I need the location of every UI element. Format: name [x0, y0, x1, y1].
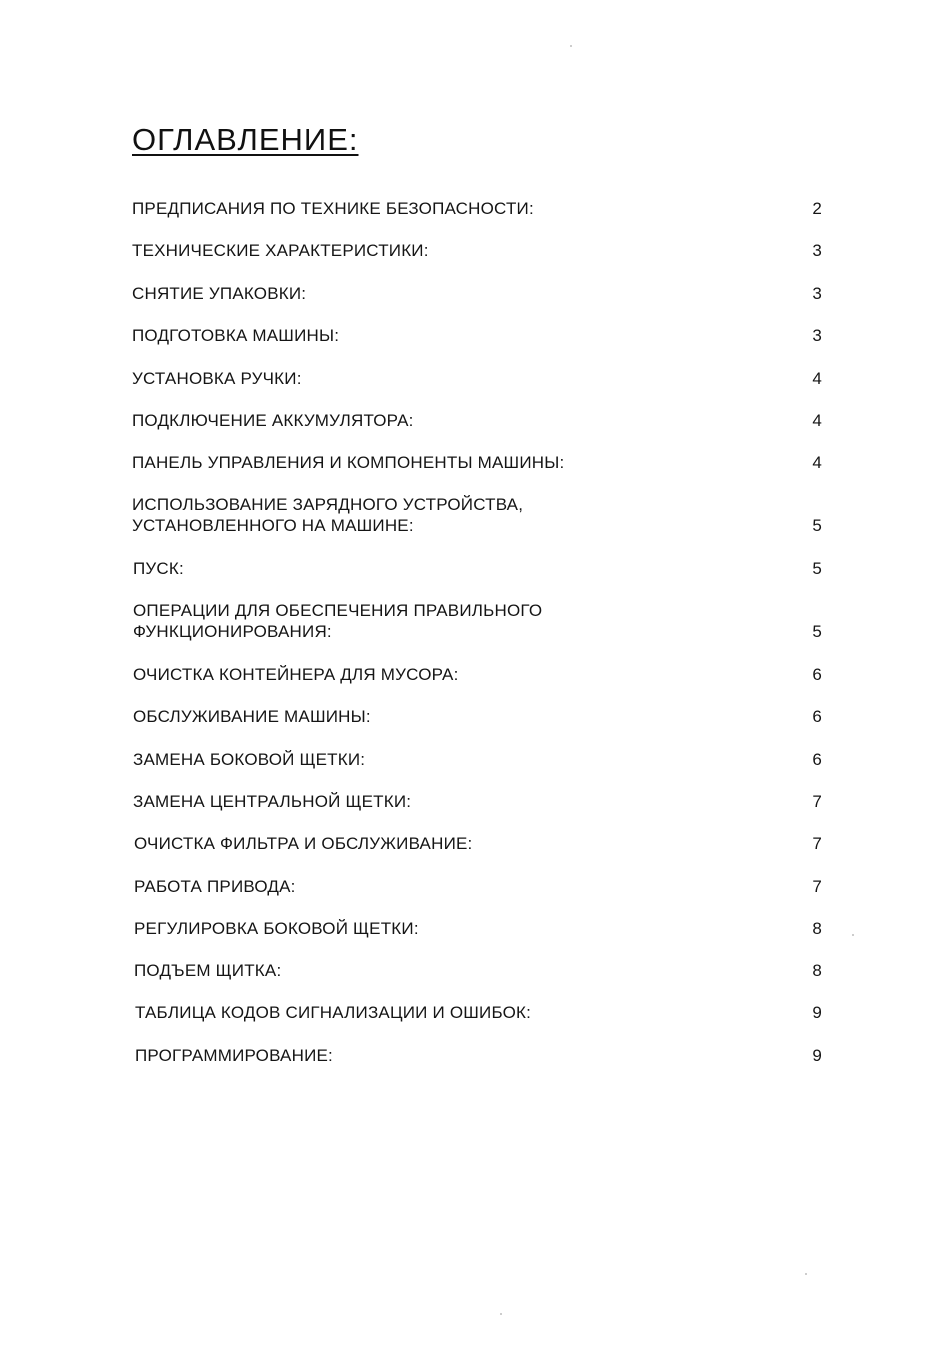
scan-speck	[570, 45, 572, 47]
toc-entry	[132, 240, 822, 261]
toc-entry-title: ОЧИСТКА ФИЛЬТРА И ОБСЛУЖИВАНИЕ:	[134, 834, 473, 853]
toc-entry-page-number: 5	[812, 559, 822, 578]
toc-entry-page-number: 3	[812, 326, 822, 345]
toc-entry-title: ТАБЛИЦА КОДОВ СИГНАЛИЗАЦИИ И ОШИБОК:	[135, 1003, 532, 1022]
toc-entry-title: ПУСК:	[133, 559, 184, 578]
toc-entry	[133, 664, 822, 685]
toc-entry	[133, 749, 822, 770]
toc-entry-title: ЗАМЕНА ЦЕНТРАЛЬНОЙ ЩЕТКИ:	[133, 792, 412, 811]
toc-entry-page-number: 4	[812, 369, 822, 388]
toc-entry	[134, 876, 822, 897]
page-title: ОГЛАВЛЕНИЕ:	[132, 122, 359, 157]
toc-entry-page-number: 9	[812, 1046, 822, 1065]
toc-entry-title: ТЕХНИЧЕСКИЕ ХАРАКТЕРИСТИКИ:	[132, 241, 429, 260]
toc-entry-title: ОБСЛУЖИВАНИЕ МАШИНЫ:	[133, 707, 371, 726]
toc-entry	[132, 198, 822, 219]
toc-entry-page-number: 6	[812, 665, 822, 684]
scan-speck	[852, 934, 854, 936]
toc-entry-page-number: 3	[812, 241, 822, 260]
toc-entry-title: ПОДГОТОВКА МАШИНЫ:	[132, 326, 340, 345]
toc-entry	[133, 791, 822, 812]
toc-entry	[132, 494, 822, 536]
toc-entry-page-number: 7	[812, 877, 822, 896]
toc-entry-page-number: 5	[812, 516, 822, 535]
toc-entry-title: ИСПОЛЬЗОВАНИЕ ЗАРЯДНОГО УСТРОЙСТВА, УСТАНОВЛЕННОГО НА МАШИНЕ:	[132, 495, 524, 535]
toc-entry	[133, 706, 822, 727]
toc-entry-page-number: 2	[812, 199, 822, 218]
toc-entry	[134, 918, 822, 939]
toc-entry-title: РЕГУЛИРОВКА БОКОВОЙ ЩЕТКИ:	[134, 919, 419, 938]
toc-entry	[132, 368, 822, 389]
scan-speck	[805, 1273, 807, 1275]
toc-entry	[135, 1002, 822, 1023]
toc-entry-title: ПОДЪЕМ ЩИТКА:	[134, 961, 282, 980]
toc-entry	[132, 452, 822, 473]
toc-entry-title: ПРОГРАММИРОВАНИЕ:	[135, 1046, 333, 1065]
toc-entry	[134, 960, 822, 981]
toc-entry	[133, 600, 822, 642]
toc-entry-page-number: 8	[812, 919, 822, 938]
toc-entry	[134, 833, 822, 854]
toc-entry-title: ОЧИСТКА КОНТЕЙНЕРА ДЛЯ МУСОРА:	[133, 665, 459, 684]
toc-entry-page-number: 4	[812, 453, 822, 472]
toc-entry-page-number: 5	[812, 622, 822, 641]
toc-entry-page-number: 6	[812, 750, 822, 769]
toc-entry-title: РАБОТА ПРИВОДА:	[134, 877, 296, 896]
toc-entry	[135, 1045, 822, 1066]
scan-speck	[500, 1313, 502, 1315]
toc-entry-title: ПОДКЛЮЧЕНИЕ АККУМУЛЯТОРА:	[132, 411, 414, 430]
toc-entry-page-number: 6	[812, 707, 822, 726]
toc-entry-title: УСТАНОВКА РУЧКИ:	[132, 369, 302, 388]
toc-entry-title: СНЯТИЕ УПАКОВКИ:	[132, 284, 307, 303]
toc-entry-title: ПАНЕЛЬ УПРАВЛЕНИЯ И КОМПОНЕНТЫ МАШИНЫ:	[132, 453, 565, 472]
toc-entry-page-number: 8	[812, 961, 822, 980]
toc-entry-page-number: 3	[812, 284, 822, 303]
toc-entry	[132, 283, 822, 304]
toc-entry-page-number: 7	[812, 792, 822, 811]
toc-entry-title: ПРЕДПИСАНИЯ ПО ТЕХНИКЕ БЕЗОПАСНОСТИ:	[132, 199, 534, 218]
toc-entry	[133, 558, 822, 579]
toc-entry-page-number: 9	[812, 1003, 822, 1022]
toc-entry-page-number: 7	[812, 834, 822, 853]
toc-entry-title: ЗАМЕНА БОКОВОЙ ЩЕТКИ:	[133, 750, 366, 769]
toc-entry-title: ОПЕРАЦИИ ДЛЯ ОБЕСПЕЧЕНИЯ ПРАВИЛЬНОГО ФУНКЦИОНИРОВАНИЯ:	[133, 601, 543, 641]
toc-entry	[132, 325, 822, 346]
toc-entry	[132, 410, 822, 431]
toc-entry-page-number: 4	[812, 411, 822, 430]
